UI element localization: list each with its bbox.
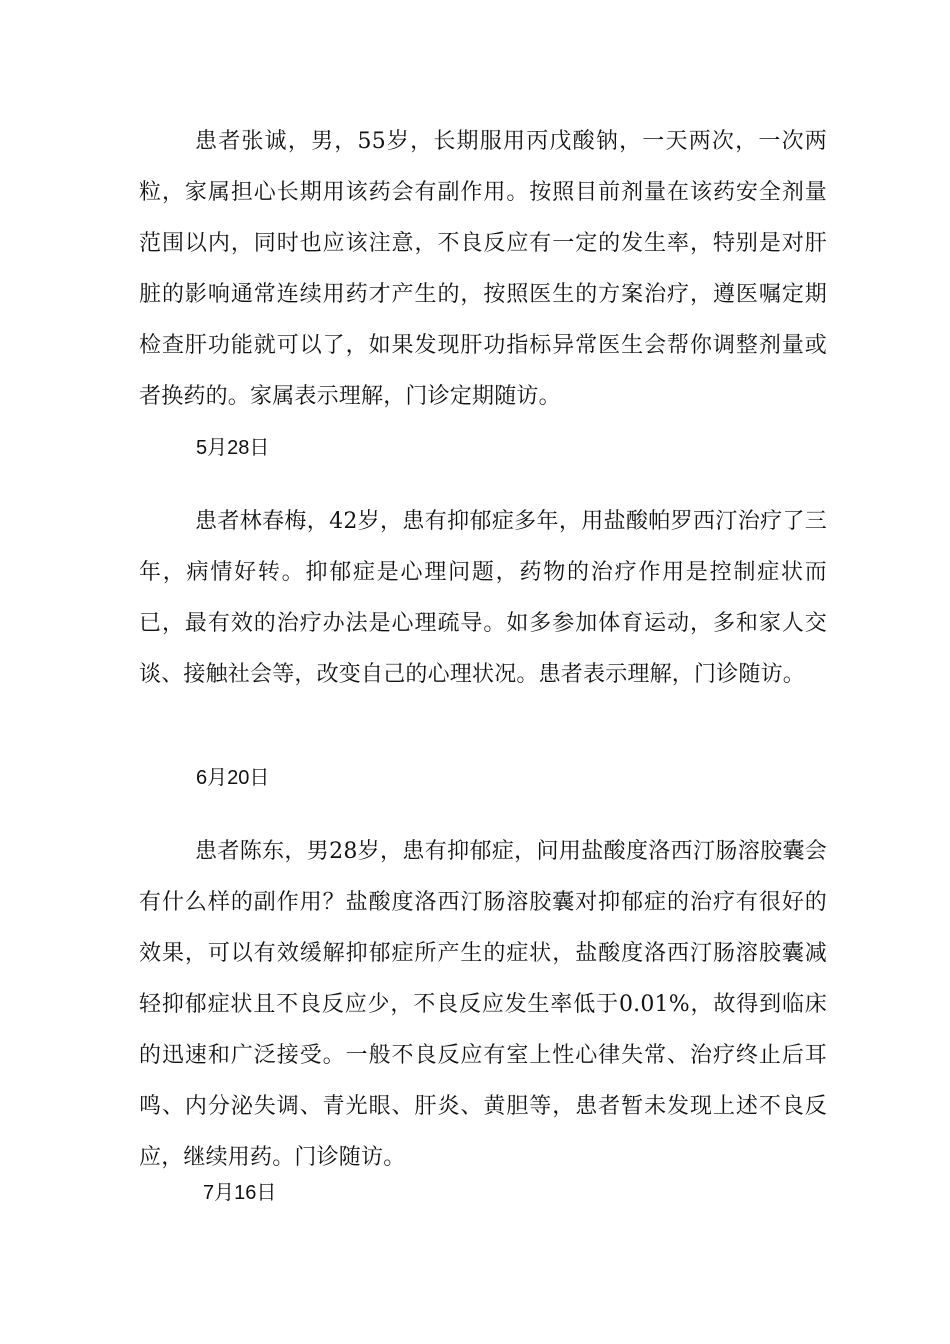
record-paragraph-lin-chunmei: 患者林春梅，42岁，患有抑郁症多年，用盐酸帕罗西汀治疗了三年，病情好转。抑郁症是心理问题，药物的治疗作用是控制症状而已，最有效的治疗办法是心理疏导。如多参加体育运动，多和家人交谈、接触社会等，改变自己的心理状况。患者表示理解，门诊随访。 — [139, 509, 827, 687]
record-date-june-20: 6月20日 — [196, 767, 270, 789]
record-paragraph-zhang-cheng: 患者张诚，男，55岁，长期服用丙戊酸钠，一天两次，一次两粒，家属担心长期用该药会有副作用。按照目前剂量在该药安全剂量范围以内，同时也应该注意，不良反应有一定的发生率，特别是对肝脏的影响通常连续用药才产生的，按照医生的方案治疗，遵医嘱定期检查肝功能就可以了，如果发现肝功指标异常医生会帮你调整剂量或者换药的。家属表示理解，门诊定期随访。 — [139, 129, 827, 409]
record-date-may-28: 5月28日 — [196, 437, 270, 459]
record-date-july-16: 7月16日 — [203, 1182, 277, 1204]
record-paragraph-chen-dong: 患者陈东，男28岁，患有抑郁症，问用盐酸度洛西汀肠溶胶囊会有什么样的副作用？盐酸度洛西汀肠溶胶囊对抑郁症的治疗有很好的效果，可以有效缓解抑郁症所产生的症状，盐酸度洛西汀肠溶胶囊减轻抑郁症状且不良反应少，不良反应发生率低于0.01%，故得到临床的迅速和广泛接受。一般不良反应有室上性心律失常、治疗终止后耳鸣、内分泌失调、青光眼、肝炎、黄胆等，患者暂未发现上述不良反应，继续用药。门诊随访。 — [139, 839, 827, 1170]
